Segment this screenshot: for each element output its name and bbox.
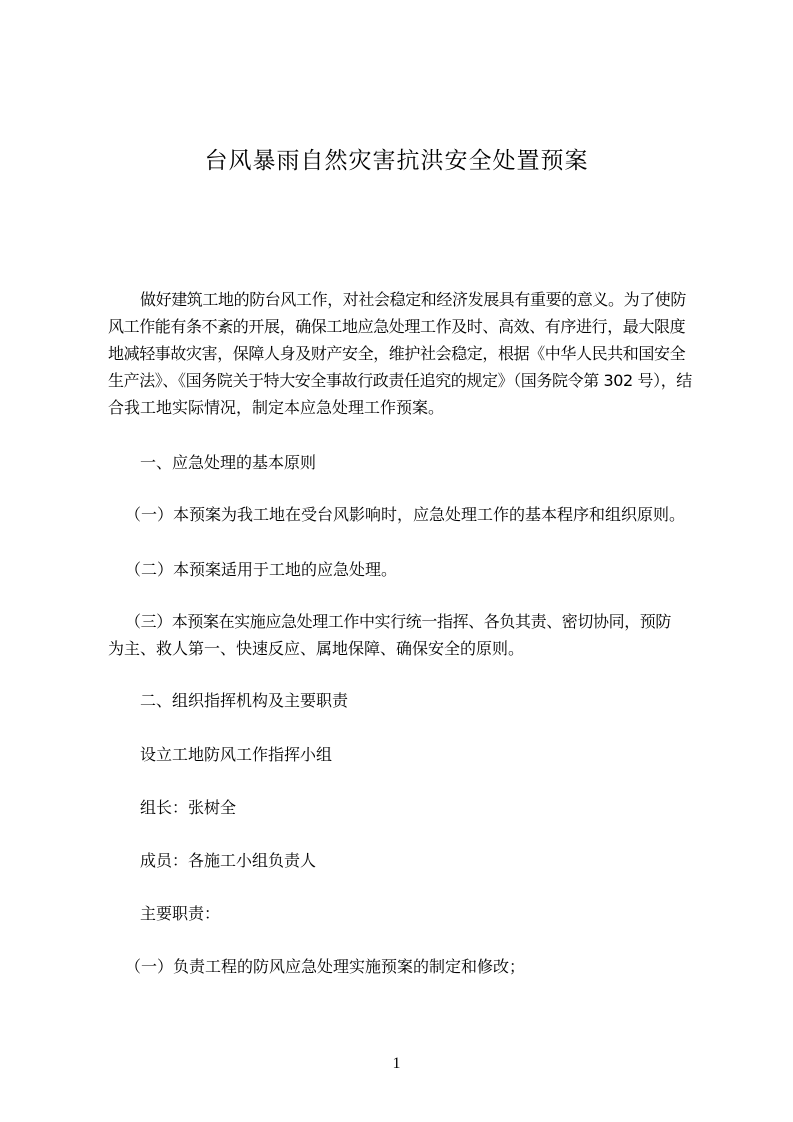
principle-item: （二）本预案适用于工地的应急处理。 [125, 560, 398, 579]
page-number: 1 [392, 1055, 401, 1072]
intro-line: 生产法》、《国务院关于特大安全事故行政责任追究的规定》（国务院令第 302 号），结 [108, 371, 692, 390]
duty-item: （一）负责工程的防风应急处理实施预案的制定和修改； [125, 957, 526, 976]
leader: 组长：张树全 [140, 798, 237, 817]
section-heading: 二、组织指挥机构及主要职责 [140, 691, 349, 710]
intro-line: 做好建筑工地的防台风工作，对社会稳定和经济发展具有重要的意义。为了使防 [140, 290, 687, 309]
principle-item: （一）本预案为我工地在受台风影响时，应急处理工作的基本程序和组织原则。 [125, 505, 686, 524]
principle-item: 为主、救人第一、快速反应、属地保障、确保安全的原则。 [108, 639, 525, 658]
duties-label: 主要职责： [140, 904, 221, 923]
intro-line: 合我工地实际情况，制定本应急处理工作预案。 [108, 398, 445, 417]
intro-line: 风工作能有条不紊的开展，确保工地应急处理工作及时、高效、有序进行，最大限度 [108, 317, 686, 336]
document-title: 台风暴雨自然灾害抗洪安全处置预案 [204, 148, 589, 174]
members: 成员：各施工小组负责人 [140, 851, 317, 870]
group-setup: 设立工地防风工作指挥小组 [140, 745, 333, 764]
section-heading: 一、应急处理的基本原则 [140, 453, 317, 472]
principle-item: （三）本预案在实施应急处理工作中实行统一指挥、各负其责、密切协同，预防 [125, 612, 672, 631]
intro-line: 地减轻事故灾害，保障人身及财产安全，维护社会稳定，根据《中华人民共和国安全 [108, 344, 686, 363]
